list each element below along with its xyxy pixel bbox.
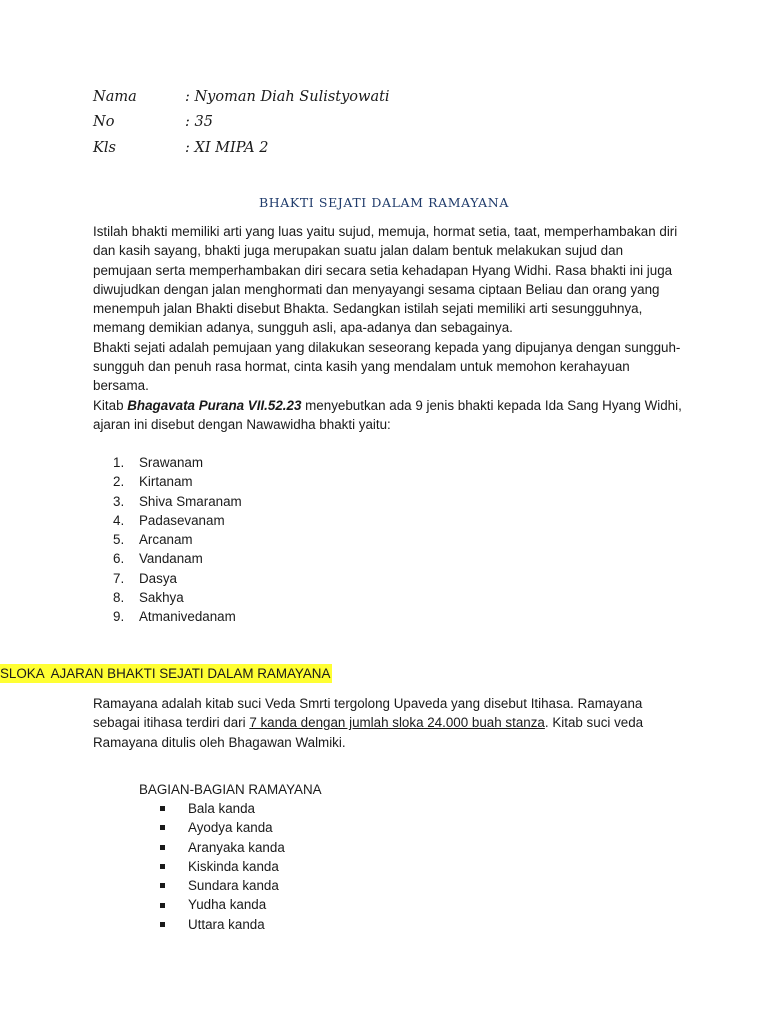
square-bullet-icon bbox=[160, 845, 165, 850]
list-item bbox=[158, 876, 285, 895]
list-item bbox=[113, 569, 242, 588]
list-text: Sakhya bbox=[139, 590, 184, 606]
number-row bbox=[93, 110, 390, 136]
intro-text bbox=[93, 222, 683, 434]
list-item bbox=[113, 453, 242, 472]
list-text: Vandanam bbox=[139, 551, 203, 567]
list-item bbox=[158, 818, 285, 837]
list-item bbox=[113, 588, 242, 607]
list-item bbox=[158, 895, 285, 914]
paragraph-bhakti-sejati: Bhakti sejati adalah pemujaan yang dilakukan seseorang kepada yang dipujanya dengan sungguh-sungguh dan penuh rasa hormat, cinta kasih yang mendalam untuk memohon kerahayuan bersama. bbox=[93, 339, 681, 394]
class-row bbox=[93, 135, 390, 161]
kanda-name: Yudha kanda bbox=[188, 897, 267, 913]
kanda-name: Sundara kanda bbox=[188, 878, 279, 894]
sloka-heading: SLOKA AJARAN BHAKTI SEJATI DALAM RAMAYANA bbox=[0, 666, 331, 681]
square-bullet-icon bbox=[160, 922, 165, 927]
list-item bbox=[113, 511, 242, 530]
ramayana-prefix: Ramayana adalah kitab suci Veda Smrti tergolong Upaveda yang disebut Itihasa. Ramayana sebagai itihasa terdiri dari bbox=[93, 696, 643, 731]
name-value: : Nyoman Diah Sulistyowati bbox=[185, 88, 390, 105]
list-number: 4. bbox=[113, 512, 125, 528]
list-text: Dasya bbox=[139, 570, 177, 586]
square-bullet-icon bbox=[160, 806, 165, 811]
list-number: 6. bbox=[113, 551, 125, 567]
kitab-suffix: menyebutkan ada 9 jenis bhakti kepada Ida Sang Hyang Widhi, ajaran ini disebut dengan Nawawidha bhakti yaitu: bbox=[93, 397, 682, 432]
kitab-prefix: Kitab bbox=[93, 397, 128, 413]
list-item bbox=[113, 607, 242, 626]
kitab-reference: Bhagavata Purana VII.52.23 bbox=[127, 397, 302, 413]
kanda-name: Bala kanda bbox=[188, 801, 256, 816]
list-number: 1. bbox=[113, 455, 125, 470]
kanda-list bbox=[158, 799, 285, 934]
list-text: Srawanam bbox=[139, 455, 204, 470]
class-label: Kls bbox=[93, 139, 116, 156]
list-item bbox=[113, 472, 242, 491]
kanda-name: Aranyaka kanda bbox=[188, 839, 285, 855]
square-bullet-icon bbox=[160, 825, 165, 830]
kanda-name: Kiskinda kanda bbox=[188, 858, 279, 874]
ramayana-paragraph bbox=[93, 694, 683, 752]
number-label: No bbox=[93, 114, 115, 131]
list-number: 8. bbox=[113, 590, 125, 606]
list-number: 5. bbox=[113, 532, 125, 548]
class-value: : XI MIPA 2 bbox=[185, 139, 269, 156]
list-item bbox=[158, 838, 285, 857]
square-bullet-icon bbox=[160, 903, 165, 908]
list-number: 2. bbox=[113, 474, 125, 490]
paragraph-bhakti-definition: Istilah bhakti memiliki arti yang luas yaitu sujud, memuja, hormat setia, taat, memperhambakan diri dan kasih sayang, bhakti juga merupakan suatu jalan dalam bentuk melakukan sujud dan pemujaan serta memperhambakan diri secara setia kehadapan Hyang Widhi. Rasa bhakti ini juga diwujudkan dengan jalan menghormati dan menyayangi sesama ciptaan Beliau dan orang yang menempuh jalan Bhakti disebut Bhakta. Sedangkan istilah sejati memiliki arti sesungguhnya, memang demikian adanya, sungguh asli, apa-adanya dan sebagainya. bbox=[93, 224, 678, 336]
number-value: : 35 bbox=[185, 114, 213, 131]
ramayana-kanda-count: 7 kanda dengan jumlah sloka 24.000 buah stanza bbox=[249, 715, 545, 731]
student-info bbox=[93, 84, 390, 161]
kanda-name: Uttara kanda bbox=[188, 916, 265, 932]
list-number: 3. bbox=[113, 493, 125, 509]
list-text: Atmanivedanam bbox=[139, 609, 236, 625]
square-bullet-icon bbox=[160, 864, 165, 869]
name-label: Nama bbox=[93, 88, 137, 105]
list-text: Arcanam bbox=[139, 532, 193, 548]
nawawidha-list bbox=[113, 453, 242, 627]
list-item bbox=[113, 492, 242, 511]
paragraph-kitab bbox=[93, 396, 683, 435]
parts-title: BAGIAN-BAGIAN RAMAYANA bbox=[139, 782, 322, 797]
list-text: Padasevanam bbox=[139, 512, 225, 528]
list-text: Kirtanam bbox=[139, 474, 193, 490]
ramayana-suffix: . Kitab suci veda Ramayana ditulis oleh Bhagawan Walmiki. bbox=[93, 715, 644, 750]
list-item bbox=[158, 857, 285, 876]
list-number: 7. bbox=[113, 570, 125, 586]
list-item bbox=[158, 799, 285, 818]
name-row bbox=[93, 84, 390, 110]
square-bullet-icon bbox=[160, 883, 165, 888]
list-item bbox=[113, 549, 242, 568]
list-text: Shiva Smaranam bbox=[139, 493, 242, 509]
list-number: 9. bbox=[113, 609, 125, 625]
kanda-name: Ayodya kanda bbox=[188, 820, 273, 836]
list-item bbox=[158, 915, 285, 934]
list-item bbox=[113, 530, 242, 549]
document-title: BHAKTI SEJATI DALAM RAMAYANA bbox=[259, 195, 509, 210]
